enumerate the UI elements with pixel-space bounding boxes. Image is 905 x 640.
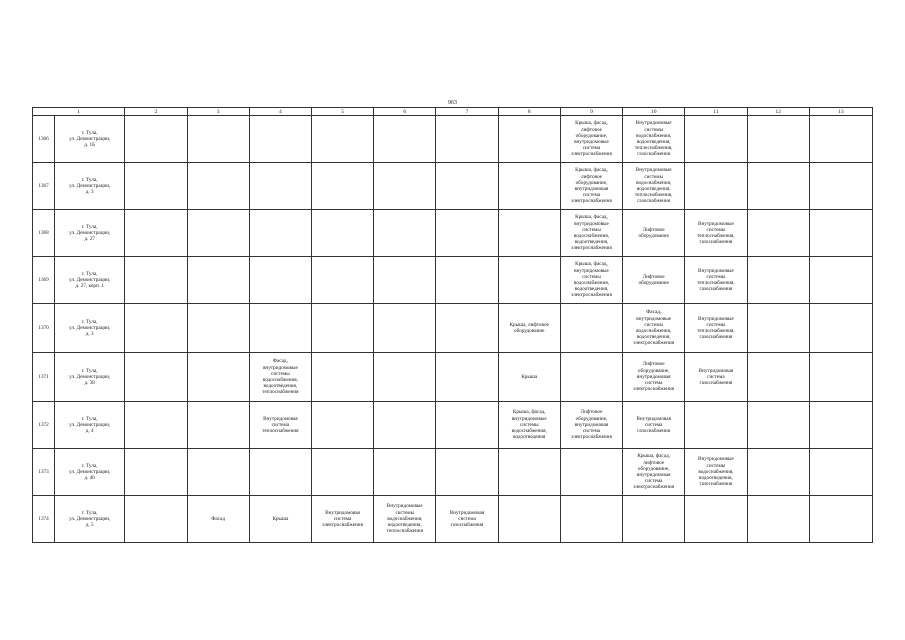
table-row: [33, 353, 873, 402]
work-cell-col-9: [560, 496, 622, 543]
work-cell-col-12: [747, 257, 809, 304]
work-cell-col-2: [125, 496, 187, 543]
work-cell-col-11: Внутридомовая система газоснабжения: [685, 353, 747, 402]
work-cell-col-2: [125, 402, 187, 449]
work-cell-col-2: [125, 449, 187, 496]
work-cell-col-9: [560, 449, 622, 496]
work-cell-col-4: [249, 304, 311, 353]
work-cell-col-8: [498, 163, 560, 210]
work-cell-col-10: [623, 496, 685, 543]
column-header: 13: [809, 108, 872, 116]
work-cell-col-11: [685, 496, 747, 543]
work-cell-col-8: [498, 257, 560, 304]
work-cell-col-4: [249, 163, 311, 210]
work-cell-col-3: [187, 449, 249, 496]
work-cell-col-4: Крыша: [249, 496, 311, 543]
work-cell-col-5: [311, 449, 373, 496]
row-number-cell: 1367: [33, 163, 55, 210]
table-row: [33, 402, 873, 449]
work-cell-col-2: [125, 116, 187, 163]
work-cell-col-3: Фасад: [187, 496, 249, 543]
work-cell-col-8: [498, 210, 560, 257]
work-cell-col-6: [374, 257, 436, 304]
work-cell-col-10: Крыша, фасад, лифтовое оборудование, внутридомовая система электроснабжения: [623, 449, 685, 496]
work-cell-col-9: [560, 353, 622, 402]
work-cell-col-2: [125, 257, 187, 304]
work-cell-col-6: [374, 304, 436, 353]
work-cell-col-12: [747, 304, 809, 353]
address-cell: г. Тула, ул. Демонстрации, д. 4: [55, 402, 125, 449]
work-cell-col-3: [187, 353, 249, 402]
work-cell-col-13: [809, 449, 872, 496]
work-cell-col-8: Крыша, лифтовое оборудование: [498, 304, 560, 353]
table-row: [33, 257, 873, 304]
work-cell-col-10: Внутридомовые системы водоснабжения, водоотведения, теплоснабжения, газоснабжения: [623, 116, 685, 163]
page-number: 963: [448, 100, 457, 106]
work-cell-col-10: Лифтовое оборудование: [623, 210, 685, 257]
work-cell-col-10: Внутридомовые системы водоснабжения, водоотведения, теплоснабжения, газоснабжения: [623, 163, 685, 210]
work-cell-col-8: [498, 496, 560, 543]
work-cell-col-9: Крыша, фасад, внутридомовые системы водоснабжения, водоотведения, электроснабжения: [560, 210, 622, 257]
work-cell-col-5: [311, 257, 373, 304]
row-number-cell: 1369: [33, 257, 55, 304]
work-cell-col-12: [747, 116, 809, 163]
work-cell-col-10: Фасад, внутридомовые системы водоснабжения, водоотведения, электроснабжения: [623, 304, 685, 353]
work-cell-col-8: Крыша: [498, 353, 560, 402]
work-cell-col-12: [747, 163, 809, 210]
work-cell-col-6: [374, 353, 436, 402]
work-cell-col-10: Внутридомовая система газоснабжения: [623, 402, 685, 449]
work-cell-col-9: Лифтовое оборудование, внутридомовая система электроснабжения: [560, 402, 622, 449]
work-cell-col-10: Лифтовое оборудование: [623, 257, 685, 304]
table-row: [33, 163, 873, 210]
work-cell-col-7: [436, 257, 498, 304]
address-cell: г. Тула, ул. Демонстрации, д. 27, корп. 1: [55, 257, 125, 304]
table-row: [33, 449, 873, 496]
column-header: 8: [498, 108, 560, 116]
work-cell-col-11: Внутридомовые системы теплоснабжения, газоснабжения: [685, 304, 747, 353]
column-header: 11: [685, 108, 747, 116]
work-cell-col-2: [125, 163, 187, 210]
work-cell-col-3: [187, 210, 249, 257]
row-number-cell: 1371: [33, 353, 55, 402]
column-header: 9: [560, 108, 622, 116]
column-header: 10: [623, 108, 685, 116]
address-cell: г. Тула, ул. Демонстрации, д. 3: [55, 163, 125, 210]
table-row: [33, 210, 873, 257]
work-cell-col-13: [809, 116, 872, 163]
work-cell-col-12: [747, 449, 809, 496]
row-number-cell: 1372: [33, 402, 55, 449]
work-cell-col-3: [187, 116, 249, 163]
work-cell-col-11: Внутридомовые системы водоснабжения, водоотведения, газоснабжения: [685, 449, 747, 496]
work-cell-col-13: [809, 257, 872, 304]
work-cell-col-2: [125, 353, 187, 402]
row-number-cell: 1370: [33, 304, 55, 353]
work-cell-col-11: [685, 163, 747, 210]
work-cell-col-2: [125, 304, 187, 353]
column-header: 4: [249, 108, 311, 116]
address-cell: г. Тула, ул. Демонстрации, д. 5: [55, 496, 125, 543]
address-cell: г. Тула, ул. Демонстрации, д. 38: [55, 353, 125, 402]
work-cell-col-7: [436, 449, 498, 496]
work-cell-col-5: [311, 304, 373, 353]
work-cell-col-5: [311, 210, 373, 257]
work-cell-col-5: [311, 353, 373, 402]
work-cell-col-11: [685, 402, 747, 449]
address-cell: г. Тула, ул. Демонстрации, д. 27: [55, 210, 125, 257]
row-number-cell: 1368: [33, 210, 55, 257]
row-number-cell: 1366: [33, 116, 55, 163]
work-cell-col-3: [187, 402, 249, 449]
work-cell-col-6: [374, 116, 436, 163]
work-cell-col-8: Крыша, фасад, внутридомовые системы водоснабжения, водоотведения: [498, 402, 560, 449]
work-cell-col-9: Крыша, фасад, внутридомовые системы водоснабжения, водоотведения, электроснабжения: [560, 257, 622, 304]
work-cell-col-8: [498, 116, 560, 163]
work-cell-col-13: [809, 353, 872, 402]
work-cell-col-7: [436, 353, 498, 402]
work-cell-col-5: [311, 116, 373, 163]
work-cell-col-13: [809, 304, 872, 353]
work-cell-col-13: [809, 163, 872, 210]
work-cell-col-12: [747, 210, 809, 257]
work-cell-col-6: Внутридомовые системы водоснабжения, водоотведения, теплоснабжения: [374, 496, 436, 543]
work-cell-col-2: [125, 210, 187, 257]
work-cell-col-7: [436, 116, 498, 163]
table-row: [33, 496, 873, 543]
work-cell-col-8: [498, 449, 560, 496]
work-cell-col-5: [311, 402, 373, 449]
work-cell-col-12: [747, 402, 809, 449]
work-cell-col-4: [249, 210, 311, 257]
column-header: 12: [747, 108, 809, 116]
column-header: 7: [436, 108, 498, 116]
work-cell-col-13: [809, 496, 872, 543]
work-cell-col-12: [747, 496, 809, 543]
column-header: 1: [33, 108, 125, 116]
registry-table: [32, 107, 873, 543]
address-cell: г. Тула, ул. Демонстрации, д. 3: [55, 304, 125, 353]
work-cell-col-4: [249, 116, 311, 163]
work-cell-col-6: [374, 163, 436, 210]
work-cell-col-13: [809, 402, 872, 449]
work-cell-col-4: [249, 449, 311, 496]
row-number-cell: 1374: [33, 496, 55, 543]
table-row: [33, 116, 873, 163]
work-cell-col-7: [436, 210, 498, 257]
work-cell-col-4: Внутридомовая система теплоснабжения: [249, 402, 311, 449]
work-cell-col-4: Фасад, внутридомовые системы водоснабжения, водоотведения, теплоснабжения: [249, 353, 311, 402]
work-cell-col-6: [374, 402, 436, 449]
address-cell: г. Тула, ул. Демонстрации, д. 1Б: [55, 116, 125, 163]
column-header: 3: [187, 108, 249, 116]
work-cell-col-3: [187, 304, 249, 353]
work-cell-col-3: [187, 257, 249, 304]
work-cell-col-11: [685, 116, 747, 163]
work-cell-col-7: [436, 402, 498, 449]
work-cell-col-11: Внутридомовые системы теплоснабжения, газоснабжения: [685, 210, 747, 257]
work-cell-col-11: Внутридомовые системы теплоснабжения, газоснабжения: [685, 257, 747, 304]
work-cell-col-4: [249, 257, 311, 304]
work-cell-col-3: [187, 163, 249, 210]
table-row: [33, 304, 873, 353]
work-cell-col-6: [374, 210, 436, 257]
column-number-header: [33, 108, 873, 116]
work-cell-col-9: Крыша, фасад, лифтовое оборудование, внутридомовая система электроснабжения: [560, 163, 622, 210]
work-cell-col-5: Внутридомовая система электроснабжения: [311, 496, 373, 543]
work-cell-col-5: [311, 163, 373, 210]
row-number-cell: 1373: [33, 449, 55, 496]
work-cell-col-6: [374, 449, 436, 496]
address-cell: г. Тула, ул. Демонстрации, д. 40: [55, 449, 125, 496]
work-cell-col-12: [747, 353, 809, 402]
column-header: 2: [125, 108, 187, 116]
work-cell-col-9: [560, 304, 622, 353]
column-header: 5: [311, 108, 373, 116]
work-cell-col-7: Внутридомовая система газоснабжения: [436, 496, 498, 543]
work-cell-col-10: Лифтовое оборудование, внутридомовая система электроснабжения: [623, 353, 685, 402]
column-header: 6: [374, 108, 436, 116]
work-cell-col-7: [436, 163, 498, 210]
work-cell-col-9: Крыша, фасад, лифтовое оборудование, внутридомовые система электроснабжения: [560, 116, 622, 163]
work-cell-col-13: [809, 210, 872, 257]
work-cell-col-7: [436, 304, 498, 353]
